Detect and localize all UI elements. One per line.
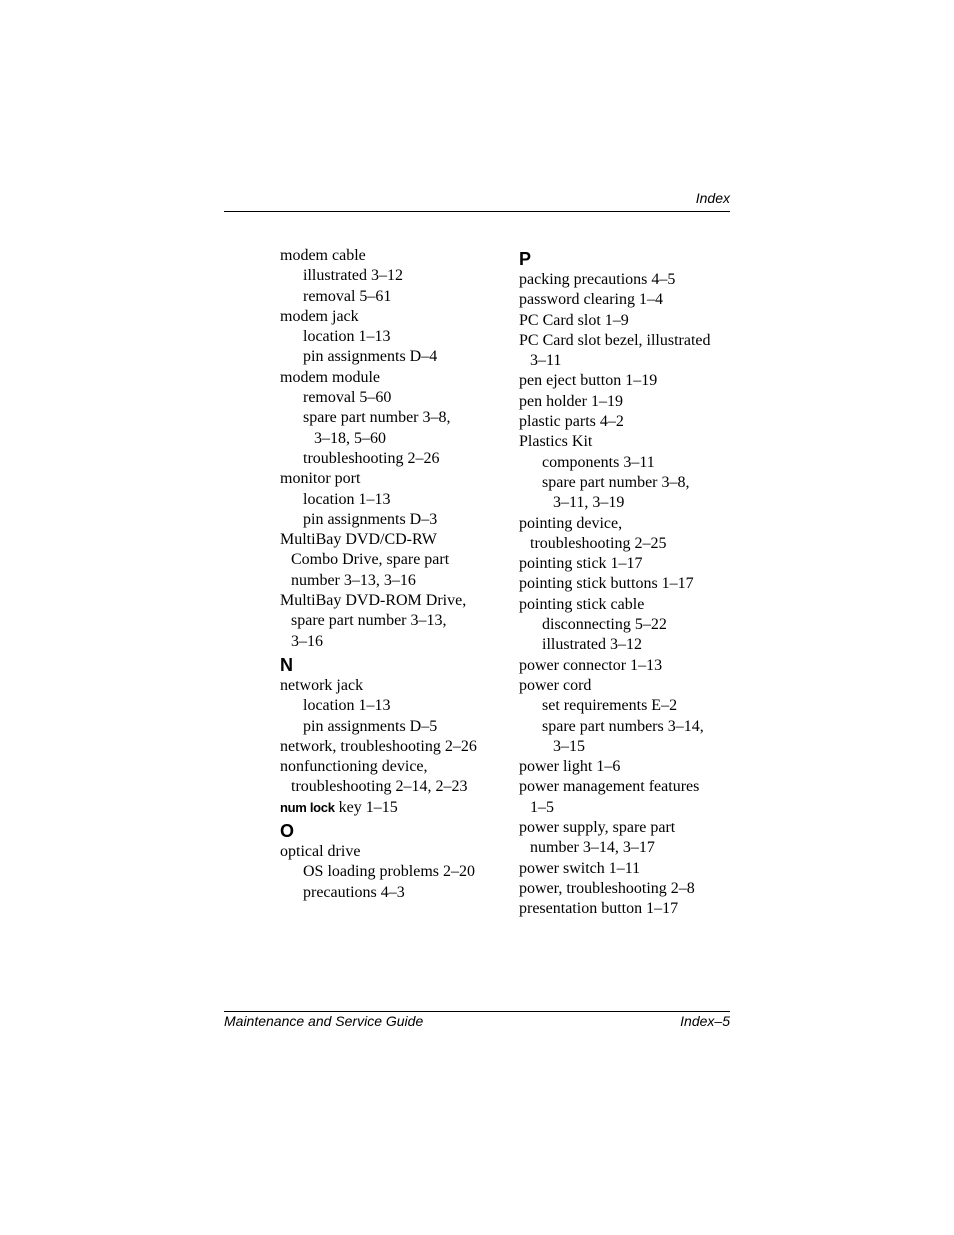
index-subentry: Combo Drive, spare part [291,551,450,569]
footer-title: Maintenance and Service Guide [224,1013,424,1029]
index-subentry: 3–11, 3–19 [553,494,625,512]
keyboard-key-label: num lock [280,799,335,815]
index-entry: power light 1–6 [519,758,621,776]
index-entry-text: key 1–15 [334,798,398,816]
index-subentry: 3–11 [530,352,562,370]
index-entry: modem module [280,368,380,386]
index-subentry: pin assignments D–3 [303,510,438,528]
index-entry: optical drive [280,843,361,861]
index-subentry: spare part numbers 3–14, [542,717,704,735]
index-entry: packing precautions 4–5 [519,271,676,288]
index-entry: pointing stick buttons 1–17 [519,575,694,593]
index-entry: power management features [519,778,700,796]
footer-page-number: Index–5 [680,1013,730,1029]
index-entry [280,798,500,818]
index-subentry: number 3–14, 3–17 [530,839,655,857]
index-entry: power connector 1–13 [519,656,663,674]
index-column-right [519,246,734,920]
index-entry: Plastics Kit [519,433,593,451]
footer-rule [224,1011,730,1012]
index-subentry: illustrated 3–12 [303,267,403,285]
index-entry: pointing device, [519,514,623,532]
index-subentry: 3–18, 5–60 [314,429,386,447]
index-entry: monitor port [280,470,361,488]
index-subentry: location 1–13 [303,697,391,715]
index-entry: plastic parts 4–2 [519,413,624,431]
index-subentry: troubleshooting 2–26 [303,449,440,467]
index-column-left [280,246,500,903]
index-entry: pointing stick cable [519,595,645,613]
index-entry: modem jack [280,307,359,325]
index-entry: modem cable [280,247,366,264]
index-entry: power supply, spare part [519,819,676,837]
index-subentry: illustrated 3–12 [542,636,642,654]
index-subentry: components 3–11 [542,453,655,471]
index-entry: PC Card slot bezel, illustrated [519,331,711,349]
index-letter-heading: N [280,654,293,675]
index-entry: PC Card slot 1–9 [519,311,629,329]
index-entry: password clearing 1–4 [519,291,663,309]
header-rule [224,211,730,212]
index-entry: network, troubleshooting 2–26 [280,737,477,755]
index-entry: MultiBay DVD-ROM Drive, [280,592,467,610]
index-subentry: location 1–13 [303,490,391,508]
index-entry: pen eject button 1–19 [519,372,658,390]
index-subentry: location 1–13 [303,328,391,346]
index-entry: MultiBay DVD/CD-RW [280,531,437,549]
index-entry: power cord [519,676,592,694]
index-subentry: number 3–13, 3–16 [291,571,416,589]
index-subentry: 3–16 [291,632,323,650]
index-letter-heading: P [519,249,532,269]
index-subentry: pin assignments D–4 [303,348,438,366]
index-subentry: precautions 4–3 [303,883,405,901]
index-subentry: removal 5–60 [303,389,392,407]
index-subentry: OS loading problems 2–20 [303,863,475,881]
index-subentry: spare part number 3–8, [303,409,451,427]
index-subentry: removal 5–61 [303,287,392,305]
index-entry: power, troubleshooting 2–8 [519,879,695,897]
index-subentry: disconnecting 5–22 [542,616,667,634]
index-subentry: set requirements E–2 [542,697,678,715]
index-subentry: 3–15 [553,737,585,755]
index-letter-heading: O [280,821,295,842]
running-header: Index [695,190,730,206]
index-entry: network jack [280,676,364,694]
index-subentry: pin assignments D–5 [303,717,438,735]
index-subentry: troubleshooting 2–25 [530,534,667,552]
index-subentry: 1–5 [530,798,554,816]
index-entry: pen holder 1–19 [519,392,623,410]
index-subentry: spare part number 3–13, [291,612,447,630]
index-entry: pointing stick 1–17 [519,555,643,573]
index-entry: nonfunctioning device, [280,758,428,776]
index-subentry: troubleshooting 2–14, 2–23 [291,778,468,796]
index-entry: presentation button 1–17 [519,900,679,918]
index-entry: power switch 1–11 [519,859,641,877]
index-subentry: spare part number 3–8, [542,473,690,491]
